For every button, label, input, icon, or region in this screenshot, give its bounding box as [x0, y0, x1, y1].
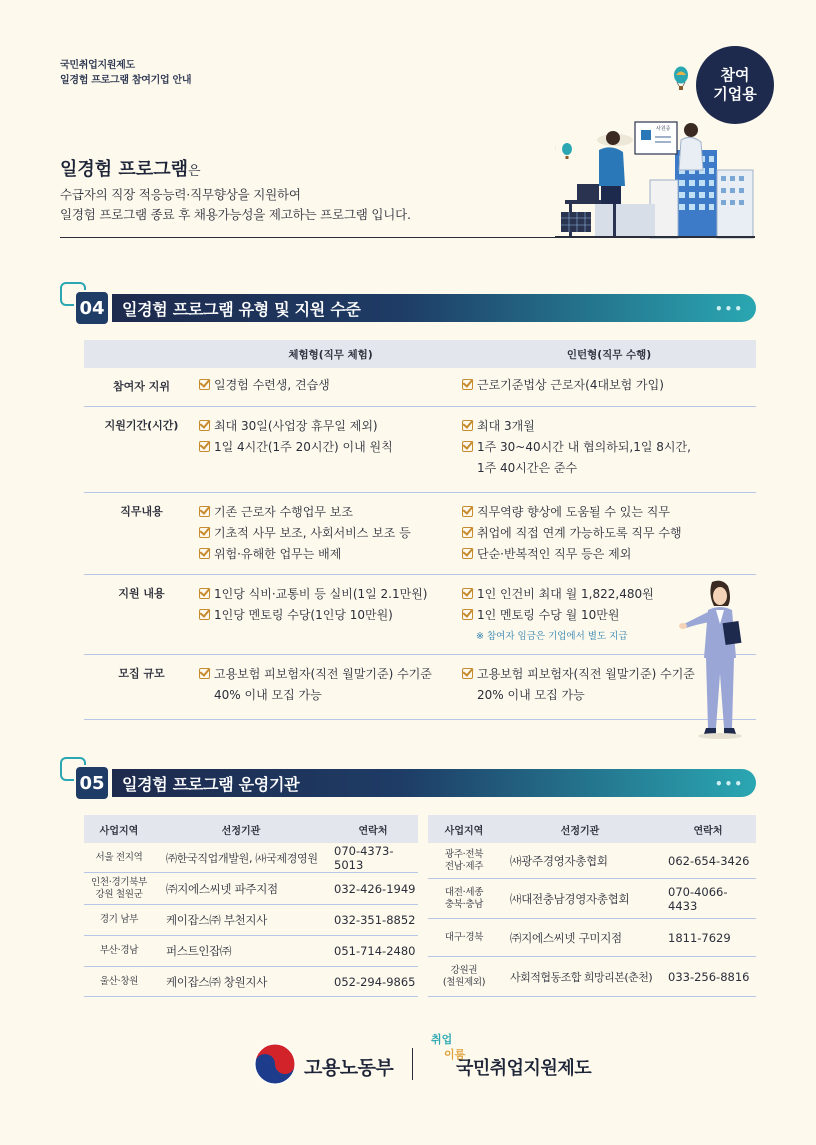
org-cell: ㈜지에스씨넷 파주지점: [166, 881, 278, 896]
checkbox-icon: [462, 420, 473, 431]
table-row: [84, 967, 418, 997]
section-05-number: 05: [74, 765, 110, 801]
list-item: 1인당 식비·교통비 등 실비(1일 2.1만원): [199, 584, 462, 605]
section-04-title-bar: [112, 294, 756, 322]
section-05-dots: •••: [714, 777, 744, 791]
checkbox-icon: [199, 609, 210, 620]
col-header-region: 사업지역: [99, 825, 139, 837]
table-row-job-content: [84, 492, 756, 574]
region-cell: 대전·세종 충북·충남: [444, 886, 484, 910]
section-04-dots: •••: [714, 302, 744, 316]
hot-air-balloon-icon: [672, 66, 690, 92]
list-item: 최대 3개월: [462, 416, 756, 437]
header-line-1: 국민취업지원제도: [60, 60, 135, 71]
table-row-support-period: [84, 406, 756, 492]
checkbox-icon: [199, 506, 210, 517]
region-cell: 강원권 (철원제외): [442, 964, 486, 988]
intro-title: 일경험 프로그램은: [60, 159, 201, 180]
checkbox-icon: [462, 548, 473, 559]
program-type-table: [84, 340, 756, 720]
region-cell: 대구·경북: [444, 931, 484, 943]
list-item: 직무역량 향상에 도움될 수 있는 직무: [462, 502, 756, 523]
list-item-continued: 20% 이내 모집 가능: [477, 688, 585, 702]
phone-cell: 033-256-8816: [668, 969, 750, 984]
col-header-org: 선정기관: [560, 825, 600, 837]
table-row: [84, 873, 418, 905]
list-item: 고용보험 피보험자(직전 월말기준) 수기준: [462, 664, 756, 685]
phone-cell: 062-654-3426: [668, 853, 750, 868]
section-05-title: 일경험 프로그램 운영기관: [122, 774, 300, 794]
checkbox-icon: [462, 588, 473, 599]
org-cell: ㈜한국직업개발원, ㈔국제경영원: [166, 851, 318, 865]
checkbox-icon: [462, 527, 473, 538]
taegeuk-logo-icon: [254, 1043, 296, 1085]
phone-cell: 051-714-2480: [334, 944, 416, 958]
list-item: 최대 30일(사업장 휴무일 제외): [199, 416, 462, 437]
table-row-recruit-scale: [84, 654, 756, 720]
row-label: 지원 내용: [118, 587, 165, 600]
list-item: 단순·반복적인 직무 등은 제외: [462, 544, 756, 565]
checkbox-icon: [199, 527, 210, 538]
col-header-region: 사업지역: [444, 825, 484, 837]
org-cell: 사회적협동조합 희망리본(춘천): [510, 970, 653, 984]
col-header-org: 선정기관: [221, 825, 261, 837]
list-item: 1인 멘토링 수당 월 10만원: [462, 605, 756, 626]
phone-cell: 052-294-9865: [334, 974, 416, 989]
row-label: 참여자 지위: [113, 380, 170, 393]
table-row-participant-status: [84, 368, 756, 406]
program-name: 국민취업지원제도: [456, 1058, 592, 1079]
table-row-support-details: [84, 574, 756, 654]
row-label: 직무내용: [120, 505, 163, 518]
table-row: [428, 843, 756, 879]
table-row: [428, 919, 756, 957]
checkbox-icon: [199, 441, 210, 452]
checkbox-icon: [199, 588, 210, 599]
region-cell: 인천·경기북부 강원 철원군: [91, 876, 147, 900]
program-logo-mid: 이룸: [444, 1048, 466, 1061]
col-header-intern: 인턴형(직무 수행): [566, 348, 652, 361]
phone-cell: 070-4373-5013: [334, 843, 394, 872]
col-header-experience: 체험형(직무 체험): [288, 348, 373, 361]
org-cell: 케이잡스㈜ 부천지사: [166, 913, 268, 927]
list-item-continued: 1주 40시간은 준수: [477, 461, 578, 475]
table-row: [84, 905, 418, 936]
org-cell: 퍼스트인잡㈜: [166, 944, 232, 958]
region-cell: 광주·전북 전남·제주: [444, 848, 484, 872]
list-item: 1주 30~40시간 내 협의하되,1일 8시간,: [462, 437, 756, 458]
wage-note: ※ 참여자 임금은 기업에서 별도 지급: [476, 631, 628, 642]
list-item: 1일 4시간(1주 20시간) 이내 원칙: [199, 437, 462, 458]
col-header-contact: 연락처: [693, 825, 723, 837]
checkbox-icon: [199, 548, 210, 559]
list-item: 1인당 멘토링 수당(1인당 10만원): [199, 605, 462, 626]
list-item-continued: 40% 이내 모집 가능: [214, 688, 322, 702]
phone-cell: 070-4066-4433: [668, 884, 728, 913]
id-card-label: 사원증: [656, 126, 671, 132]
section-04-number: 04: [74, 290, 110, 326]
checkbox-icon: [462, 506, 473, 517]
checkbox-icon: [199, 379, 210, 390]
office-buildings-handshake-illustration: [555, 100, 755, 240]
org-cell: 케이잡스㈜ 창원지사: [166, 974, 268, 989]
ministry-name: 고용노동부: [304, 1057, 394, 1079]
region-cell: 울산·창원: [99, 975, 139, 987]
checkbox-icon: [462, 441, 473, 452]
badge-line-1: 참여: [720, 66, 750, 84]
operators-table-left: [84, 815, 418, 997]
phone-cell: 1811-7629: [668, 930, 731, 945]
checkbox-icon: [199, 420, 210, 431]
region-cell: 서울 전지역: [95, 851, 143, 863]
checkbox-icon: [462, 668, 473, 679]
table-row: [84, 936, 418, 967]
org-cell: ㈔대전충남경영자총협회: [510, 891, 630, 906]
phone-cell: 032-351-8852: [334, 913, 416, 927]
checkbox-icon: [462, 609, 473, 620]
row-label: 모집 규모: [118, 667, 165, 680]
intro-line-1: 수급자의 직장 적응능력·직무향상을 지원하여: [60, 187, 301, 202]
row-label: 지원기간(시간): [104, 419, 179, 432]
list-item: 기초적 사무 보조, 사회서비스 보조 등: [199, 523, 462, 544]
list-item: 일경험 수련생, 견습생: [199, 375, 462, 396]
table-row: [428, 957, 756, 997]
checkbox-icon: [462, 379, 473, 390]
program-logo-top: 취업: [431, 1033, 453, 1046]
list-item: 취업에 직접 연계 가능하도록 직무 수행: [462, 523, 756, 544]
section-04-title: 일경험 프로그램 유형 및 지원 수준: [122, 299, 361, 319]
table-row: [84, 843, 418, 873]
phone-cell: 032-426-1949: [334, 881, 416, 896]
table-header-row: [84, 340, 756, 368]
businesswoman-illustration: [678, 578, 758, 740]
list-item: 근로기준법상 근로자(4대보험 가입): [462, 375, 756, 396]
footer-divider: [412, 1048, 413, 1080]
section-05-title-bar: [112, 769, 756, 797]
table-row: [428, 879, 756, 919]
badge-line-2: 기업용: [713, 85, 757, 103]
list-item: 고용보험 피보험자(직전 월말기준) 수기준: [199, 664, 462, 685]
region-cell: 경기 남부: [99, 914, 139, 925]
document-header: [60, 58, 191, 88]
list-item: 기존 근로자 수행업무 보조: [199, 502, 462, 523]
org-cell: ㈔광주경영자총협회: [510, 853, 608, 868]
intro-line-2: 일경험 프로그램 종료 후 채용가능성을 제고하는 프로그램 입니다.: [60, 207, 411, 222]
checkbox-icon: [199, 668, 210, 679]
table-header-row: [84, 815, 418, 843]
operators-table-right: [428, 815, 756, 997]
col-header-contact: 연락처: [358, 825, 388, 837]
header-line-2: 일경험 프로그램 참여기업 안내: [60, 75, 192, 86]
list-item: 1인 인건비 최대 월 1,822,480원: [462, 584, 756, 605]
list-item: 위험·유해한 업무는 배제: [199, 544, 462, 565]
region-cell: 부산·경남: [99, 945, 139, 956]
org-cell: ㈜지에스씨넷 구미지점: [510, 930, 622, 945]
table-header-row: [428, 815, 756, 843]
